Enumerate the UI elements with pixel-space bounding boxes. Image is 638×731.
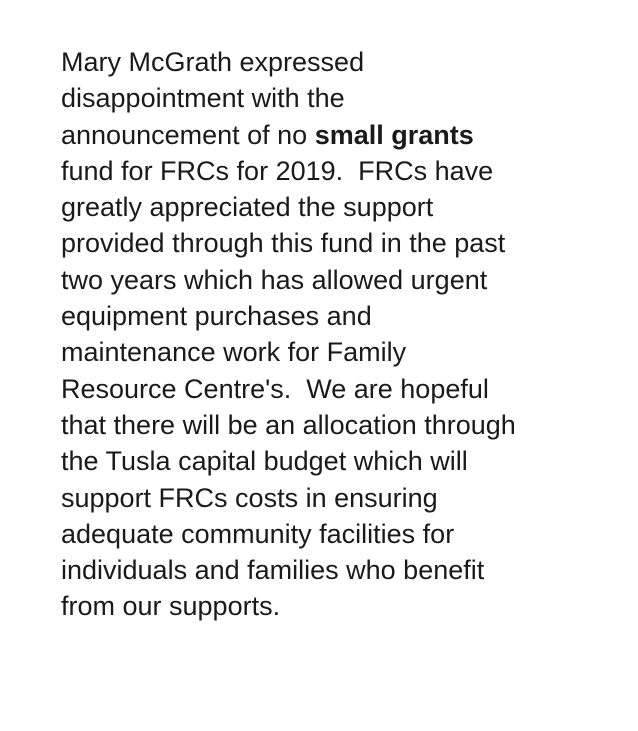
text-line: Resource Centre's. We are hopeful xyxy=(61,373,489,404)
text-line: Mary McGrath expressed xyxy=(61,47,365,77)
text-line: provided through this fund in the past xyxy=(61,228,506,259)
text-line: individuals and families who benefit xyxy=(61,555,485,586)
text-line: two years which has allowed urgent xyxy=(61,264,488,295)
text-line: support FRCs costs in ensuring xyxy=(61,482,438,513)
text-line: adequate community facilities for xyxy=(61,518,455,549)
bold-emphasis: small grants xyxy=(314,119,474,150)
text-line: that there will be an allocation through xyxy=(61,409,516,440)
text-line: greatly appreciated the support xyxy=(61,192,434,223)
text-line: maintenance work for Family xyxy=(61,337,407,368)
text-line: fund for FRCs for 2019. FRCs have xyxy=(61,155,494,186)
text-line: equipment purchases and xyxy=(61,301,372,332)
text-line: disappointment with the xyxy=(61,83,345,114)
text-line xyxy=(61,117,621,153)
text-segment: announcement of no xyxy=(61,119,315,150)
text-line: from our supports. xyxy=(61,591,281,622)
statement-paragraph xyxy=(61,44,621,625)
text-line: the Tusla capital budget which will xyxy=(61,446,468,477)
